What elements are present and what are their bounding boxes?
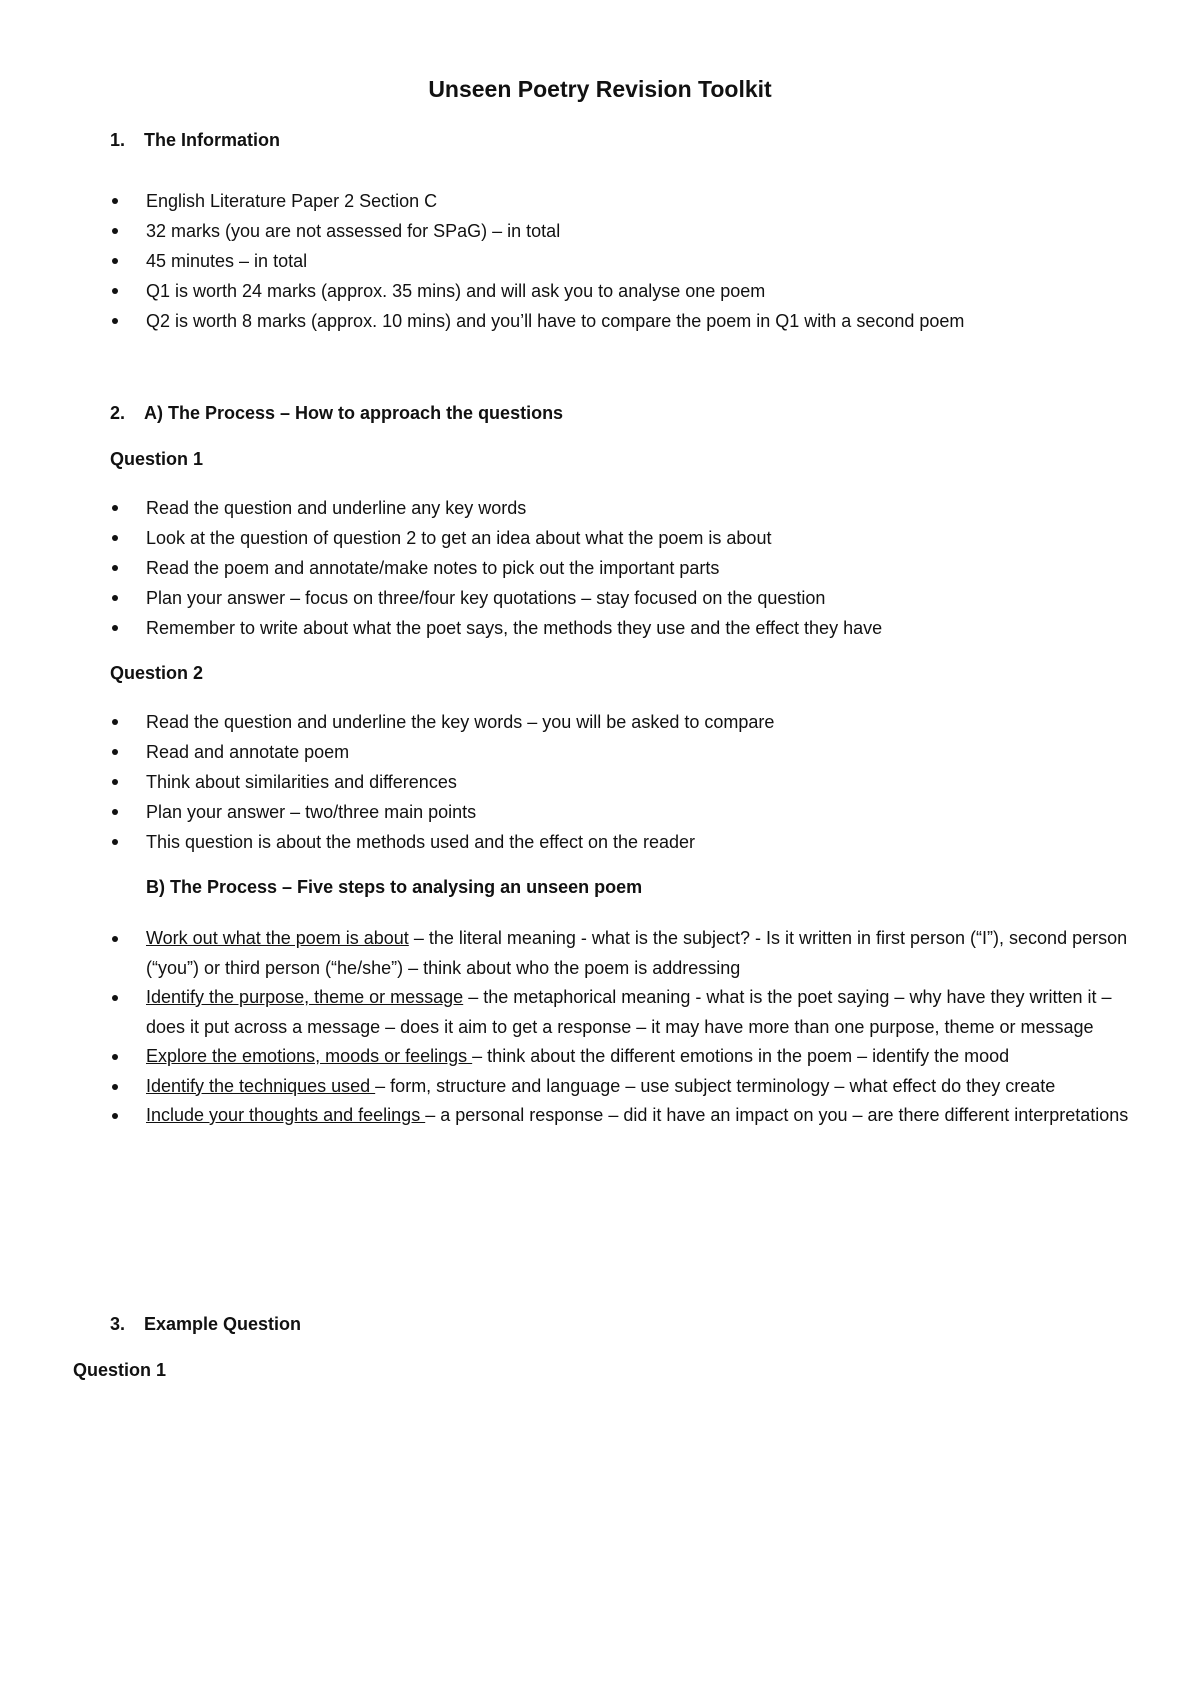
list-item: Read the question and underline any key words (110, 493, 1130, 523)
list-item (110, 1072, 1130, 1102)
list-item (110, 1042, 1130, 1072)
list-item: Q2 is worth 8 marks (approx. 10 mins) and you’ll have to compare the poem in Q1 with a second poem (110, 306, 1130, 336)
list-item: Read the poem and annotate/make notes to pick out the important parts (110, 553, 1130, 583)
list-item (110, 983, 1130, 1042)
section1-number: 1. (110, 130, 126, 150)
list-item: This question is about the methods used and the effect on the reader (110, 827, 1130, 857)
list-item: Q1 is worth 24 marks (approx. 35 mins) and will ask you to analyse one poem (110, 276, 1130, 306)
step-text: – the metaphorical meaning - what is the poet saying – why have they written it – does it put across a message – does it aim to get a response – it may have more than one purpose, theme or message (146, 987, 1112, 1037)
step-lead: Identify the techniques used (146, 1075, 376, 1096)
section2-number: 2. (110, 403, 126, 423)
list-item (110, 1101, 1130, 1131)
list-item: Read and annotate poem (110, 737, 1130, 767)
list-item: Plan your answer – focus on three/four key quotations – stay focused on the question (110, 583, 1130, 613)
list-item: Look at the question of question 2 to get an idea about what the poem is about (110, 523, 1130, 553)
list-item: Think about similarities and differences (110, 767, 1130, 797)
step-text: – the literal meaning - what is the subject? - Is it written in first person (“I”), second person (“you”) or third person (“he/she”) – think about who the poem is addressing (146, 928, 1128, 978)
step-text: – a personal response – did it have an impact on you – are there different interpretations (425, 1105, 1129, 1125)
five-steps-list (110, 924, 1130, 1131)
question2-label: Question 2 (110, 663, 204, 683)
step-text: – form, structure and language – use subject terminology – what effect do they create (375, 1075, 1056, 1096)
list-item (110, 924, 1130, 983)
list-item: 32 marks (you are not assessed for SPaG) – in total (110, 216, 1130, 246)
list-item: Read the question and underline the key words – you will be asked to compare (110, 707, 1130, 737)
section1-list (110, 186, 1130, 336)
section3-title: Example Question (144, 1314, 302, 1334)
section2-heading (110, 403, 563, 424)
part-b-heading: B) The Process – Five steps to analysing an unseen poem (146, 877, 643, 897)
section3-heading (110, 1314, 301, 1335)
page-title: Unseen Poetry Revision Toolkit (428, 76, 772, 102)
step-lead: Identify the purpose, theme or message (146, 987, 464, 1007)
list-item: Plan your answer – two/three main points (110, 797, 1130, 827)
section1-heading (110, 130, 280, 151)
step-text: – think about the different emotions in the poem – identify the mood (472, 1046, 1010, 1066)
section1-title: The Information (144, 130, 280, 150)
section2-title: A) The Process – How to approach the questions (144, 403, 564, 423)
step-lead: Include your thoughts and feelings (146, 1105, 426, 1125)
list-item: English Literature Paper 2 Section C (110, 186, 1130, 216)
question1-list (110, 493, 1130, 643)
section3-number: 3. (110, 1314, 126, 1334)
step-lead: Work out what the poem is about (146, 928, 409, 948)
question2-list (110, 707, 1130, 857)
example-question1-label: Question 1 (73, 1360, 167, 1380)
question1-label: Question 1 (110, 449, 204, 469)
list-item: 45 minutes – in total (110, 246, 1130, 276)
step-lead: Explore the emotions, moods or feelings (146, 1046, 473, 1066)
list-item: Remember to write about what the poet says, the methods they use and the effect they have (110, 613, 1130, 643)
